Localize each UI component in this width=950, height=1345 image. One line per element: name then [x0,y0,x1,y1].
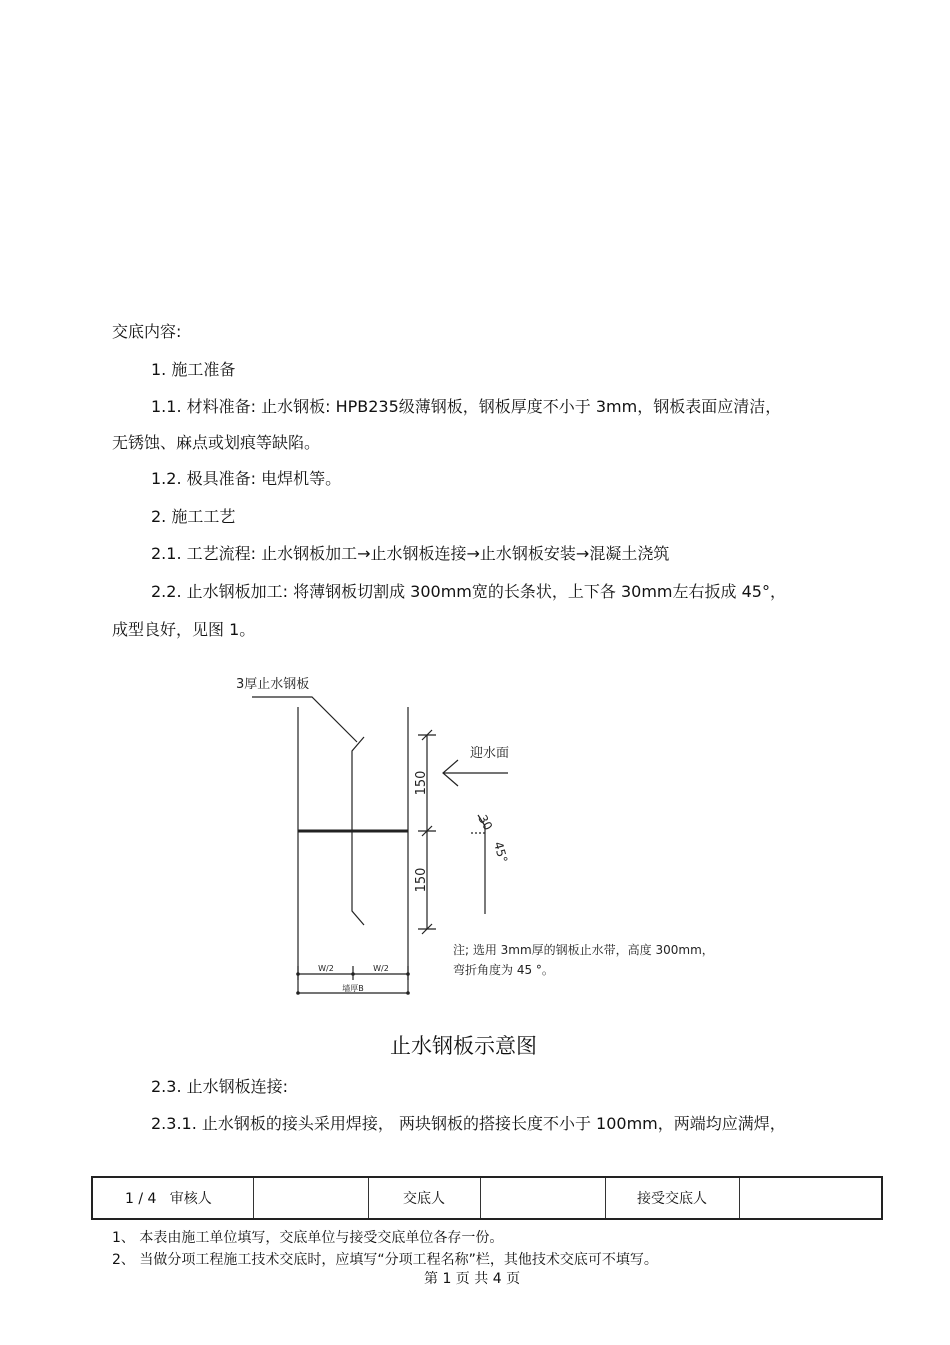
paragraph-2-3: 2.3. 止水钢板连接: [151,1077,289,1096]
signoff-row [92,1177,882,1219]
paragraph-1-1-line-2: 无锈蚀、麻点或划痕等缺陷。 [112,433,321,452]
paragraph-2-1: 2.1. 工艺流程: 止水钢板加工→止水钢板连接→止水钢板安装→混凝土浇筑 [151,544,670,563]
footnote-2: 2、 当做分项工程施工技术交底时，应填写“分项工程名称”栏，其他技术交底可不填写。 [112,1252,658,1268]
reviewer-label: 审核人 [169,1191,212,1207]
half-width-right: W/2 [373,964,389,973]
page-counter: 第 1 页 共 4 页 [424,1271,521,1287]
dim-top-label: 150 [414,770,429,796]
paragraph-1-2: 1.2. 极具准备: 电焊机等。 [151,469,342,488]
bend-angle-label: 45° [491,840,511,865]
figure-note-line-1: 注; 选用 3mm厚的钢板止水带，高度 300mm， [453,943,714,957]
dim-bottom-label: 150 [414,867,429,893]
figure-caption: 止水钢板示意图 [390,1034,537,1058]
paragraph-2-2-line-1: 2.2. 止水钢板加工: 将薄钢板切割成 300mm宽的长条状，上下各 30mm左右扳成 45°， [151,582,786,601]
wall-width-label: 墙厚B [342,984,364,993]
half-width-left: W/2 [318,964,334,973]
section-heading: 交底内容: [112,322,182,341]
water-face-label: 迎水面 [470,746,510,761]
plate-label-leader [252,697,357,742]
receiver-label: 接受交底人 [605,1177,739,1219]
paragraph-1-1-line-1: 1.1. 材料准备: 止水钢板: HPB235级薄钢板，钢板厚度不小于 3mm，钢板表面应清洁， [151,397,782,416]
section-2-title: 2. 施工工艺 [151,507,236,526]
discloser-label: 交底人 [368,1177,480,1219]
bend-length-label: 30 [475,812,496,833]
section-1-title: 1. 施工准备 [151,360,236,379]
paragraph-2-2-line-2: 成型良好，见图 1。 [112,620,256,639]
discloser-value[interactable] [480,1177,605,1219]
page-fraction: 1 / 4 [125,1191,157,1207]
reviewer-value[interactable] [253,1177,368,1219]
figure-note-line-2: 弯折角度为 45 °。 [453,963,554,977]
reviewer-cell [92,1177,253,1219]
receiver-value[interactable] [739,1177,882,1219]
paragraph-2-3-1: 2.3.1. 止水钢板的接头采用焊接， 两块钢板的搭接长度不小于 100mm，两端均应满焊， [151,1114,786,1133]
footnote-1: 1、 本表由施工单位填写，交底单位与接受交底单位各存一份。 [112,1230,504,1246]
signoff-table [91,1176,883,1220]
plate-label: 3厚止水钢板 [236,677,310,692]
